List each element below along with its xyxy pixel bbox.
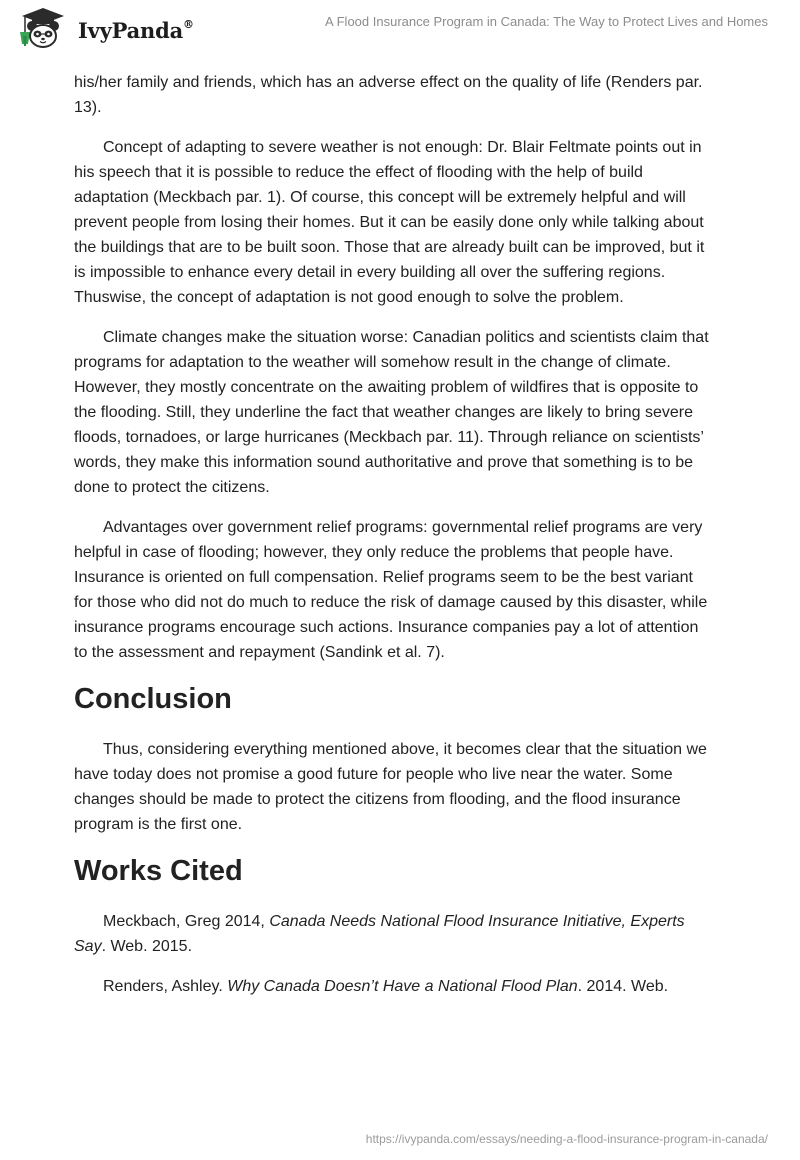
paragraph-climate: Climate changes make the situation worse: Canadian politics and scientists claim that programs for adaptation to the weather will somehow result in the change of climate. However, they mostly concentrate on the awaiting problem of wildfires that is opposite to the flooding. Still, they underline the fact that weather changes are likely to bring severe floods, tornadoes, or large hurricanes (Meckbach par. 11). Through reliance on scientists’ words, they make this information sound authoritative and prove that something is to be done to protect the citizens. [74, 329, 709, 496]
ivypanda-logo[interactable] [14, 6, 194, 50]
citation-renders: Renders, Ashley. Why Canada Doesn’t Have a National Flood Plan. 2014. Web. [103, 978, 669, 995]
paragraph-advantages: Advantages over government relief programs: governmental relief programs are very helpful in case of flooding; however, they only reduce the problems that people have. Insurance is oriented on full compensation. Relief programs seem to be the best variant for those who did not do much to reduce the risk of damage caused by this disaster, while insurance programs encourage such actions. Insurance companies pay a lot of attention to the assessment and repayment (Sandink et al. 7). [74, 519, 708, 661]
works-cited-heading: Works Cited [74, 855, 243, 887]
brand-name: IvyPanda® [78, 17, 194, 43]
page-header [0, 0, 800, 64]
paragraph-adapting: Concept of adapting to severe weather is not enough: Dr. Blair Feltmate points out in his speech that it is possible to reduce the effect of flooding with the help of build adaptation (Meckbach par. 1). Of course, this concept will be extremely helpful and will prevent people from losing their homes. But it can be easily done only while talking about the buildings that are to be built soon. Those that are already built can be improved, but it is impossible to enhance every detail in every building all over the suffering regions. Thuswise, the concept of adaptation is not good enough to solve the problem. [74, 139, 705, 306]
conclusion-heading: Conclusion [74, 683, 232, 715]
document-title: A Flood Insurance Program in Canada: The Way to Protect Lives and Homes [325, 14, 768, 29]
citation-meckbach: Meckbach, Greg 2014, Canada Needs National Flood Insurance Initiative, Experts Say. Web. 2015. [74, 913, 685, 955]
essay-content [74, 70, 714, 1014]
panda-mascot-icon [14, 6, 72, 50]
source-url[interactable]: https://ivypanda.com/essays/needing-a-flood-insurance-program-in-canada/ [365, 1132, 768, 1146]
conclusion-paragraph: Thus, considering everything mentioned above, it becomes clear that the situation we have today does not promise a good future for people who live near the water. Some changes should be made to protect the citizens from flooding, and the flood insurance program is the first one. [74, 741, 707, 833]
paragraph-continuation: his/her family and friends, which has an adverse effect on the quality of life (Renders par. 13). [74, 74, 703, 116]
